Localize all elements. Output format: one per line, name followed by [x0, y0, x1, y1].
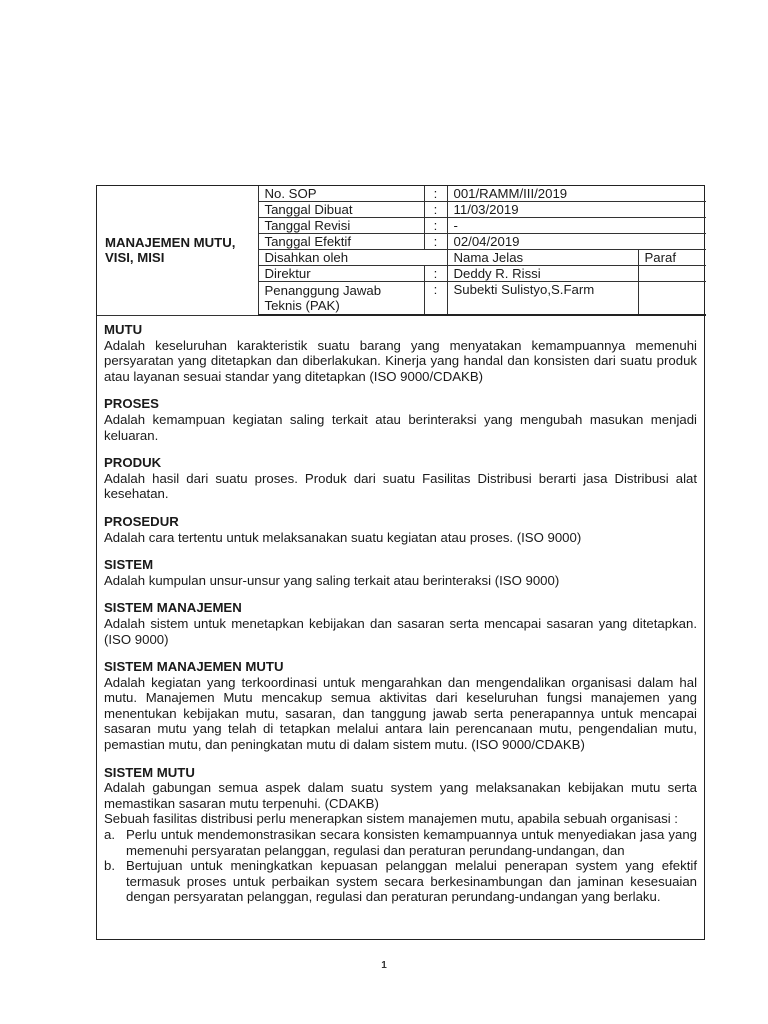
document-body [104, 322, 697, 917]
section-body: Adalah sistem untuk menetapkan kebijakan dan sasaran serta mencapai sasaran yang ditetapkan. (ISO 9000) [104, 615, 697, 647]
page-number: 1 [381, 960, 387, 971]
field-colon: : [424, 234, 447, 250]
section-body: Adalah kumpulan unsur-unsur yang saling terkait atau berinteraksi (ISO 9000) [104, 572, 560, 588]
field-colon: : [424, 202, 447, 218]
name-column-header: Nama Jelas [447, 250, 638, 266]
field-value-tanggal-dibuat: 11/03/2019 [447, 202, 706, 218]
field-label: No. SOP [258, 186, 424, 202]
section-body: Adalah keseluruhan karakteristik suatu barang yang menyatakan kemampuannya memenuhi persyaratan yang ditetapkan dan diberlakukan. Kinerja yang handal dan konsisten dari suatu produk atau layanan sesuai standar yang ditetapkan (ISO 9000/CDAKB) [104, 337, 697, 384]
field-value-tanggal-efektif: 02/04/2019 [447, 234, 706, 250]
section-body: Adalah cara tertentu untuk melaksanakan suatu kegiatan atau proses. (ISO 9000) [104, 529, 582, 545]
section-prosedur [104, 514, 697, 545]
section-body: Adalah hasil dari suatu proses. Produk dari suatu Fasilitas Distribusi berarti jasa Distribusi alat kesehatan. [104, 470, 697, 502]
signer-role: Penanggung Jawab Teknis (PAK) [258, 282, 424, 316]
list-item-text: Bertujuan untuk meningkatkan kepuasan pelanggan melalui penerapan system yang efektif termasuk proses untuk perbaikan system secara berkesinambungan dan jaminan kesesuaian dengan persyaratan pelanggan, regulasi dan peraturan perundang-undangan yang berlaku. [126, 858, 697, 905]
list-item [104, 858, 697, 905]
section-body: Adalah kegiatan yang terkoordinasi untuk mengarahkan dan mengendalikan organisasi dalam hal mutu. Manajemen Mutu mencakup semua aktivitas dari keseluruhan fungsi manajemen yang menentukan kebijakan mutu, sasaran, dan tanggung jawab serta penerapannya untuk mencapai sasaran mutu yang telah di tetapkan melalui antara lain perencanaan mutu, pengendalian mutu, pemastian mutu, dan peningkatan mutu di dalam sistem mutu. (ISO 9000/CDAKB) [104, 674, 697, 753]
sop-header-table [97, 186, 706, 316]
field-label: Tanggal Efektif [258, 234, 424, 250]
signature-column-header: Paraf [638, 250, 706, 266]
section-sistem [104, 557, 697, 588]
section-sistem-manajemen-mutu [104, 659, 697, 753]
field-value-tanggal-revisi: - [447, 218, 706, 234]
field-colon: : [424, 282, 447, 316]
field-colon: : [424, 266, 447, 282]
signature-cell [638, 282, 706, 316]
header-row-no-sop [97, 186, 706, 202]
sop-document-box [96, 185, 705, 940]
field-label: Tanggal Revisi [258, 218, 424, 234]
section-heading: PROSEDUR [104, 513, 179, 529]
section-body: Adalah kemampuan kegiatan saling terkait atau berinteraksi yang mengubah masukan menjadi keluaran. [104, 411, 697, 443]
section-body: Adalah gabungan semua aspek dalam suatu system yang melaksanakan kebijakan mutu serta memastikan sasaran mutu terpenuhi. (CDAKB) [104, 780, 697, 811]
section-sistem-manajemen [104, 600, 697, 647]
signer-name: Deddy R. Rissi [447, 266, 638, 282]
signer-name: Subekti Sulistyo,S.Farm [447, 282, 638, 316]
signer-role: Direktur [258, 266, 424, 282]
section-heading: MUTU [104, 322, 143, 337]
field-value-no-sop: 001/RAMM/III/2019 [447, 186, 706, 202]
field-colon: : [424, 186, 447, 202]
approved-by-label: Disahkan oleh [258, 250, 447, 266]
field-label: Tanggal Dibuat [258, 202, 424, 218]
section-body-continued: Sebuah fasilitas distribusi perlu menerapkan sistem manajemen mutu, apabila sebuah organisasi : [104, 811, 678, 827]
signature-cell [638, 266, 706, 282]
list-marker: b. [104, 858, 115, 874]
list-item [104, 827, 697, 858]
section-heading: PRODUK [104, 455, 162, 471]
section-sistem-mutu [104, 765, 697, 905]
section-heading: PROSES [104, 396, 159, 412]
section-heading: SISTEM MANAJEMEN MUTU [104, 659, 284, 675]
requirements-list [104, 827, 697, 905]
section-heading: SISTEM [104, 557, 154, 573]
list-marker: a. [104, 827, 115, 843]
section-proses [104, 396, 697, 443]
section-produk [104, 455, 697, 502]
section-heading: SISTEM MUTU [104, 764, 195, 780]
section-mutu [104, 322, 697, 384]
field-colon: : [424, 218, 447, 234]
list-item-text: Perlu untuk mendemonstrasikan secara konsisten kemampuannya untuk menyediakan jasa yang memenuhi persyaratan pelanggan, regulasi dan peraturan perundang-undangan, dan [126, 827, 697, 858]
document-title: MANAJEMEN MUTU, VISI, MISI [97, 186, 258, 315]
section-heading: SISTEM MANAJEMEN [104, 600, 242, 616]
